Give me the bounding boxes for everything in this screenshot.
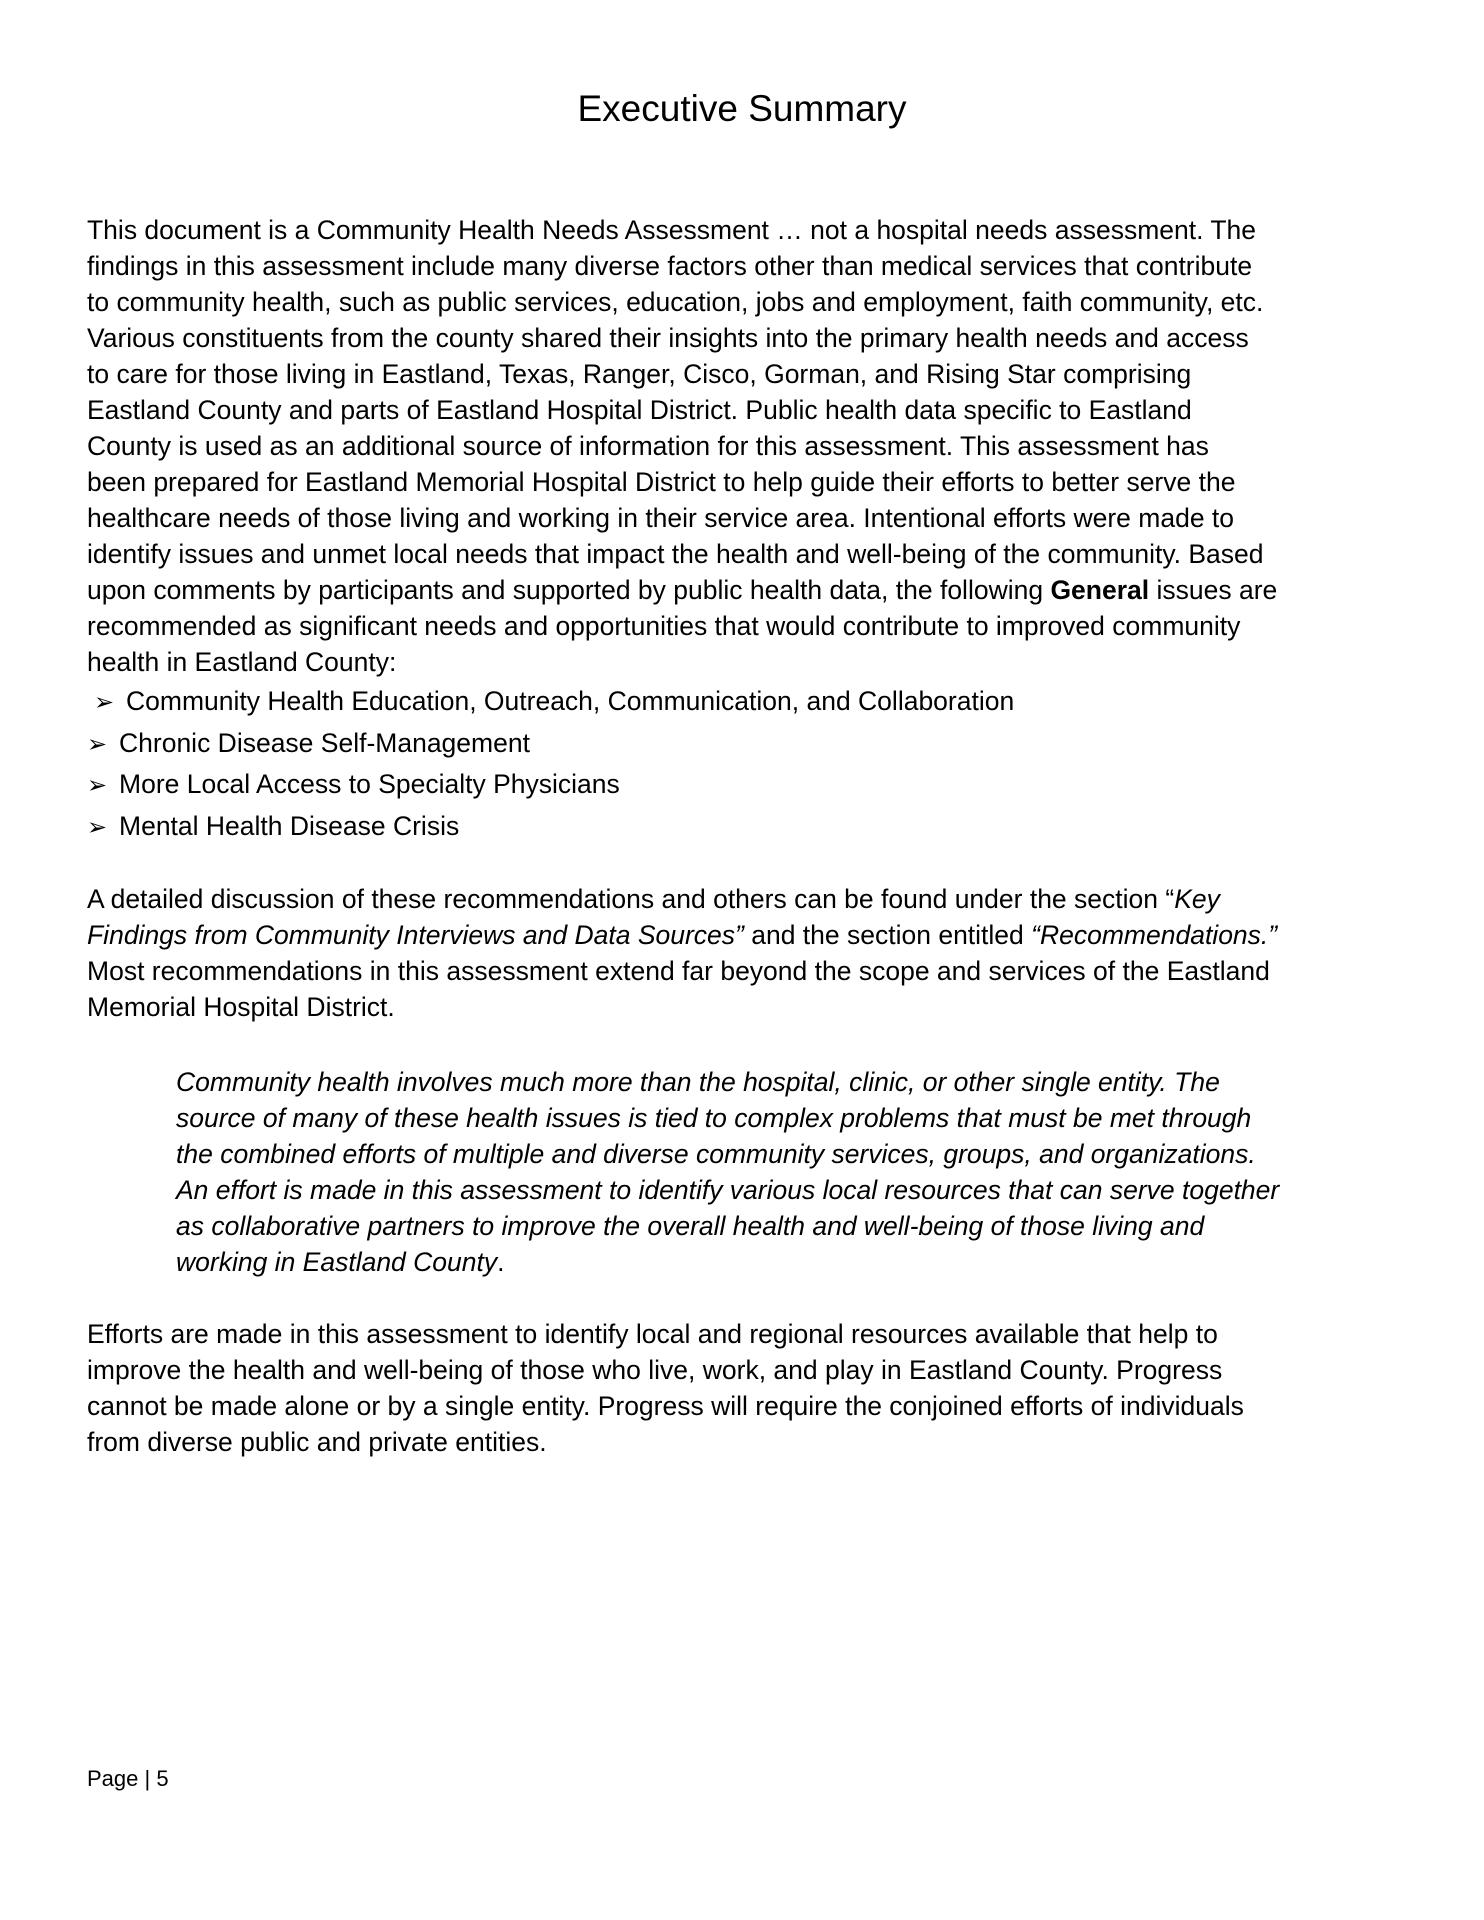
paragraph-line <box>87 881 1277 917</box>
quote-line: An effort is made in this assessment to identify various local resources that can serve together <box>176 1175 1280 1205</box>
text-run: A detailed discussion of these recommendations and others can be found under the section “ <box>87 884 1175 914</box>
paragraph-line: Memorial Hospital District. <box>87 992 395 1022</box>
list-item <box>87 723 1014 765</box>
paragraph-line: improve the health and well-being of those who live, work, and play in Eastland County. Progress <box>87 1355 1223 1385</box>
page-footer <box>87 1765 169 1793</box>
paragraph-line <box>87 572 1277 608</box>
emphasis-general: General <box>1050 575 1150 605</box>
paragraph-line: This document is a Community Health Needs Assessment … not a hospital needs assessment. The <box>87 215 1257 245</box>
arrow-bullet-icon: ➢ <box>87 813 108 841</box>
arrow-bullet-icon: ➢ <box>94 689 115 716</box>
page-title: Executive Summary <box>577 88 907 129</box>
paragraph-line: healthcare needs of those living and working in their service area. Intentional efforts were made to <box>87 503 1235 533</box>
paragraph-line: recommended as significant needs and opportunities that would contribute to improved community <box>87 611 1241 641</box>
section-reference: Findings from Community Interviews and Data Sources” <box>87 920 744 950</box>
quote-line: Community health involves much more than the hospital, clinic, or other single entity. The <box>176 1067 1220 1097</box>
closing-paragraph <box>87 1316 1244 1460</box>
paragraph-line: cannot be made alone or by a single entity. Progress will require the conjoined efforts of individuals <box>87 1391 1244 1421</box>
text-run: upon comments by participants and supported by public health data, the following <box>87 575 1051 605</box>
list-item-text: Mental Health Disease Crisis <box>119 810 460 841</box>
list-item <box>87 764 1014 806</box>
paragraph-line: to community health, such as public services, education, jobs and employment, faith community, etc. <box>87 287 1264 317</box>
quote-line <box>176 1244 1279 1280</box>
paragraph-line: been prepared for Eastland Memorial Hospital District to help guide their efforts to better serve the <box>87 467 1236 497</box>
page-label: Page <box>87 1766 139 1791</box>
section-reference: “Recommendations.” <box>1031 920 1278 950</box>
page-separator: | <box>144 1766 151 1791</box>
page-number: 5 <box>156 1766 169 1791</box>
arrow-bullet-icon: ➢ <box>87 772 108 799</box>
paragraph-line: findings in this assessment include many diverse factors other than medical services that contribute <box>87 251 1253 281</box>
paragraph-line <box>87 917 1277 953</box>
paragraph-line: to care for those living in Eastland, Texas, Ranger, Cisco, Gorman, and Rising Star comprising <box>87 359 1192 389</box>
paragraph-line: from diverse public and private entities. <box>87 1427 547 1457</box>
paragraph-line: health in Eastland County: <box>87 647 397 677</box>
general-issues-list <box>87 681 1014 847</box>
paragraph-line: Eastland County and parts of Eastland Hospital District. Public health data specific to Eastland <box>87 395 1192 425</box>
quote-line: as collaborative partners to improve the overall health and well-being of those living and <box>176 1211 1205 1241</box>
detailed-discussion-paragraph <box>87 881 1277 1025</box>
paragraph-line: Most recommendations in this assessment extend far beyond the scope and services of the Eastland <box>87 956 1270 986</box>
quote-line: source of many of these health issues is tied to complex problems that must be met through <box>176 1103 1252 1133</box>
text-run: issues are <box>1149 575 1278 605</box>
arrow-bullet-icon: ➢ <box>87 730 108 758</box>
list-item <box>87 806 1014 848</box>
text-run: working in Eastland County <box>176 1247 498 1277</box>
intro-paragraph <box>87 212 1277 680</box>
paragraph-line: County is used as an additional source of information for this assessment. This assessment has <box>87 431 1209 461</box>
paragraph-line: Efforts are made in this assessment to identify local and regional resources available that help to <box>87 1319 1218 1349</box>
list-item-text: More Local Access to Specialty Physicians <box>119 769 620 799</box>
paragraph-line: Various constituents from the county shared their insights into the primary health needs and access <box>87 323 1249 353</box>
list-item-text: Community Health Education, Outreach, Communication, and Collaboration <box>126 686 1015 716</box>
section-reference: Key <box>1174 884 1220 914</box>
list-item <box>87 681 1014 723</box>
text-run: and the section entitled <box>743 920 1032 950</box>
text-run: . <box>497 1247 505 1277</box>
quote-line: the combined efforts of multiple and diverse community services, groups, and organizations. <box>176 1139 1256 1169</box>
paragraph-line: identify issues and unmet local needs that impact the health and well-being of the community. Based <box>87 539 1264 569</box>
block-quote <box>176 1064 1279 1280</box>
list-item-text: Chronic Disease Self-Management <box>119 727 530 758</box>
